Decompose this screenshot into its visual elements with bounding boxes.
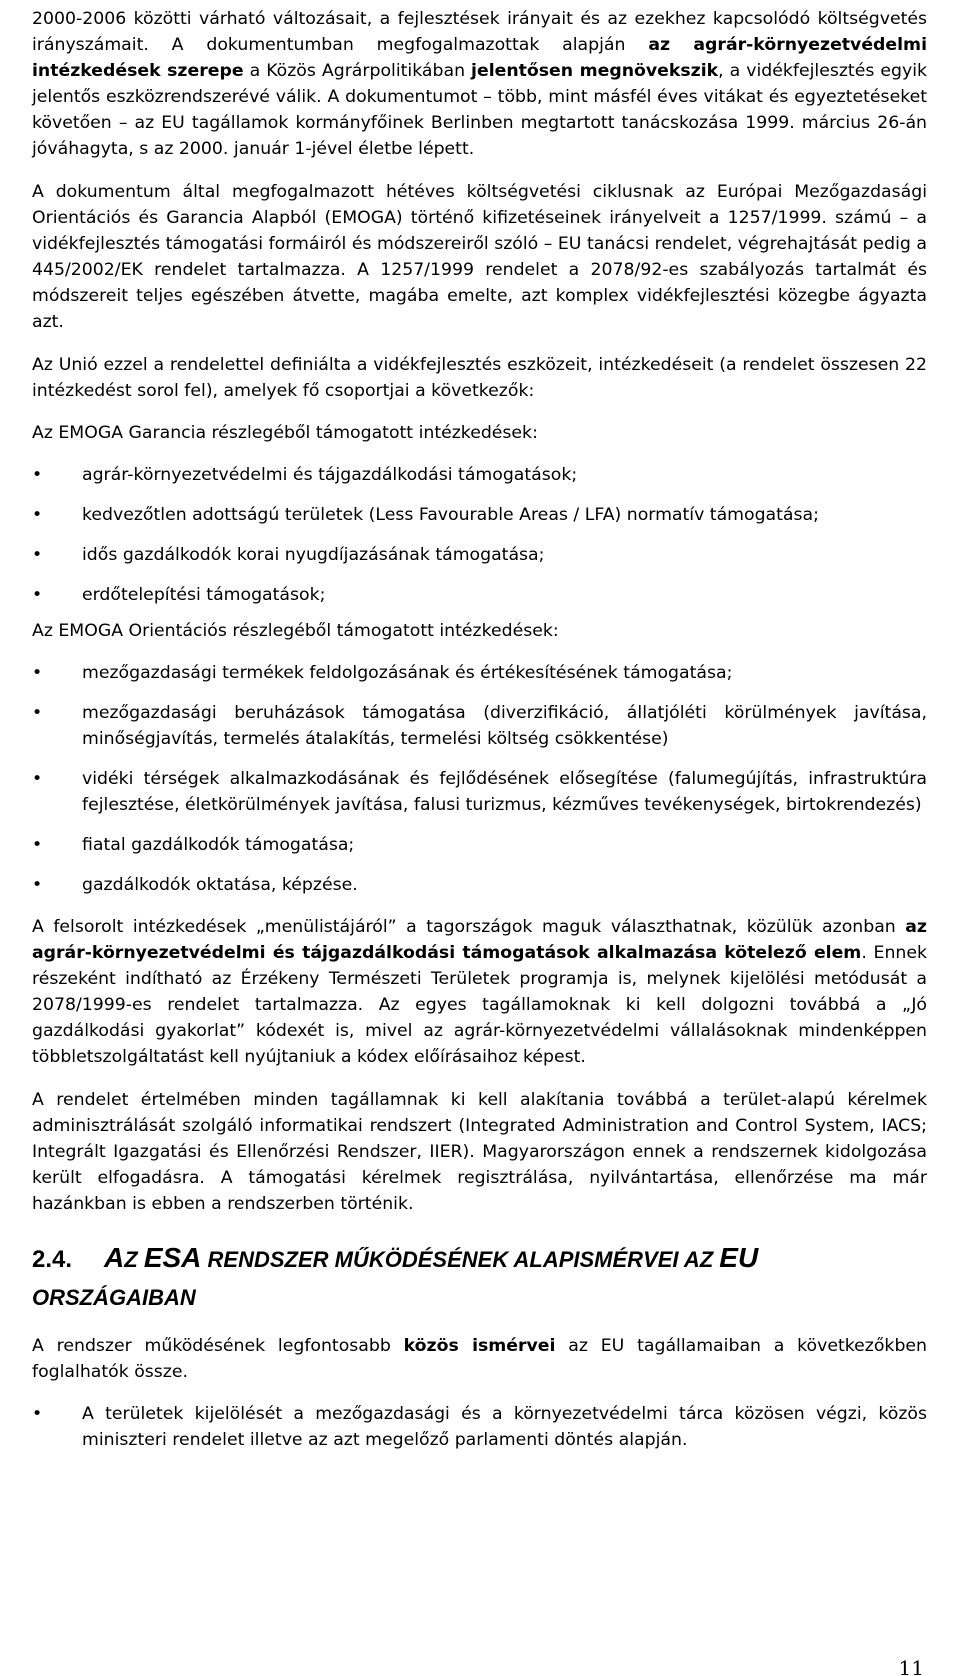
- text-run: A rendszer működésének legfontosabb: [32, 1336, 404, 1356]
- garancia-list: [32, 462, 927, 608]
- list-item: • mezőgazdasági termékek feldolgozásának és értékesítésének támogatása;: [32, 660, 927, 686]
- bullet-icon: •: [32, 545, 43, 565]
- paragraph-regulation: A dokumentum által megfogalmazott hétéves költségvetési ciklusnak az Európai Mezőgazdasági Orientációs és Garancia Alapból (EMOGA) történő kifizetéseinek irányelveit a 1257/1999. számú – a vidékfejlesztés támogatási formáiról és módszereiről szóló – EU tanácsi rendelet, végrehajtását pedig a 445/2002/EK rendelet tartalmazza. A 1257/1999 rendelet a 2078/92-es szabályozás tartalmát és módszereit teljes egészében átvette, magába emelte, azt komplex vidékfejlesztési közegbe ágyazta azt.: [32, 182, 927, 332]
- list-item: • idős gazdálkodók korai nyugdíjazásának támogatása;: [32, 542, 927, 568]
- text-run: A felsorolt intézkedések „menülistájáról” a tagországok maguk választhatnak, közülük azonban: [32, 917, 906, 937]
- bullet-icon: •: [32, 585, 43, 605]
- paragraph-iacs: A rendelet értelmében minden tagállamnak ki kell alakítania továbbá a terület-alapú kérelmek adminisztrálását szolgáló informatikai rendszert (Integrated Administration and Control System, IACS; Integrált Igazgatási és Ellenőrzési Rendszer, IIER). Magyarországon ennek a rendszernek kidolgozása került elfogadásra. A támogatási kérelmek regisztrálása, nyilvántartása, ellenőrzése ma már hazánkban is ebben a rendszerben történik.: [32, 1090, 927, 1214]
- paragraph-intro: [32, 6, 927, 162]
- paragraph-ismervek: [32, 1333, 927, 1385]
- list-item: • A területek kijelölését a mezőgazdasági és a környezetvédelmi tárca közösen végzi, közös miniszteri rendelet illetve az azt megelőző parlamenti döntés alapján.: [32, 1401, 927, 1453]
- list-item: • kedvezőtlen adottságú területek (Less Favourable Areas / LFA) normatív támogatása;: [32, 502, 927, 528]
- bold-text: az agrár-környezetvédelmi intézkedések szerepe: [32, 35, 927, 81]
- bullet-icon: •: [32, 703, 43, 723]
- bullet-icon: •: [32, 769, 43, 789]
- page-number: 11: [898, 1656, 924, 1676]
- text-run: a Közös Agrárpolitikában: [243, 61, 472, 81]
- list-item: • mezőgazdasági beruházások támogatása (diverzifikáció, állatjóléti körülmények javítása, minőségjavítás, termelés átalakítás, termelési költség csökkentése): [32, 700, 927, 752]
- ismervek-list: [32, 1401, 927, 1453]
- bullet-icon: •: [32, 835, 43, 855]
- bold-text: közös ismérvei: [403, 1336, 556, 1356]
- bullet-icon: •: [32, 875, 43, 895]
- text-run: 2000-2006 közötti várható változásait, a fejlesztések irányait és az ezekhez kapcsolódó költségvetés irányszámait. A dokumentumban megfogalmazottak alapján: [32, 9, 927, 55]
- paragraph-menu: [32, 914, 927, 1070]
- section-number: 2.4.: [32, 1246, 73, 1273]
- list-item: • erdőtelepítési támogatások;: [32, 582, 927, 608]
- bullet-icon: •: [32, 1404, 43, 1424]
- list-item: • gazdálkodók oktatása, képzése.: [32, 872, 927, 898]
- section-heading: 2.4. AZ ESA RENDSZER MŰKÖDÉSÉNEK ALAPISMÉRVEI AZ EU ORSZÁGAIBAN: [32, 1242, 759, 1310]
- bold-text: jelentősen megnövekszik: [471, 61, 719, 81]
- bullet-icon: •: [32, 465, 43, 485]
- bold-text: az agrár-környezetvédelmi és tájgazdálkodási támogatások alkalmazása kötelező elem: [32, 917, 927, 963]
- list-item: • agrár-környezetvédelmi és tájgazdálkodási támogatások;: [32, 462, 927, 488]
- list-item: • vidéki térségek alkalmazkodásának és fejlődésének elősegítése (falumegújítás, infrastruktúra fejlesztése, életkörülmények javítása, falusi turizmus, kézműves tevékenységek, birtokrendezés): [32, 766, 927, 818]
- text-run: . Ennek részeként indítható az Érzékeny Természeti Területek programja is, melynek kijelölési metódusát a 2078/1999-es rendelet tartalmazza. Az egyes tagállamoknak ki kell dolgozni továbbá a „Jó gazdálkodási gyakorlat” kódexét is, mivel az agrár-környezetvédelmi vállalásoknak mindenképpen többletszolgáltatást kell nyújtaniuk a kódex előírásaihoz képest.: [32, 943, 928, 1067]
- garancia-heading: Az EMOGA Garancia részlegéből támogatott intézkedések:: [32, 423, 538, 443]
- bullet-icon: •: [32, 505, 43, 525]
- text-run: az EU tagállamaiban a következőkben foglalhatók össze.: [32, 1336, 927, 1382]
- orientacio-list: [32, 660, 927, 898]
- bullet-icon: •: [32, 663, 43, 683]
- paragraph-union: Az Unió ezzel a rendelettel definiálta a vidékfejlesztés eszközeit, intézkedéseit (a rendelet összesen 22 intézkedést sorol fel), amelyek fő csoportjai a következők:: [32, 355, 927, 401]
- list-item: • fiatal gazdálkodók támogatása;: [32, 832, 927, 858]
- document-body: [32, 6, 927, 1467]
- text-run: , a vidékfejlesztés egyik jelentős eszközrendszerévé válik. A dokumentumot – több, mint másfél éves vitákat és egyeztetéseket követően – az EU tagállamok kormányfőinek Berlinben megtartott tanácskozása 1999. március 26-án jóváhagyta, s az 2000. január 1-jével életbe lépett.: [32, 61, 927, 159]
- orientacio-heading: Az EMOGA Orientációs részlegéből támogatott intézkedések:: [32, 621, 559, 641]
